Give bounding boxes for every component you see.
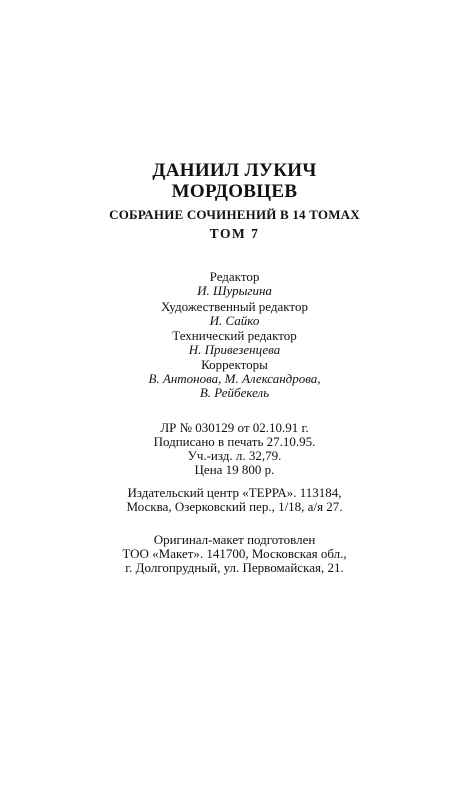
publisher-sheets: Уч.-изд. л. 32,79.	[187, 448, 282, 463]
collection-title: СОБРАНИЕ СОЧИНЕНИЙ В 14 ТОМАХ	[109, 207, 360, 222]
tech-editor-name: Н. Привезенцева	[188, 342, 281, 357]
editor-role: Редактор	[209, 269, 260, 284]
proofreaders-names-line1: В. Антонова, М. Александрова,	[148, 371, 321, 386]
price: Цена 19 800 р.	[194, 462, 275, 477]
author-name-line1: ДАНИИЛ ЛУКИЧ	[152, 160, 317, 181]
proofreaders-names-line2: В. Рейбекель	[199, 385, 270, 400]
volume-label: ТОМ 7	[209, 226, 260, 241]
art-editor-name: И. Сайко	[209, 313, 260, 328]
publisher-line1: Издательский центр «ТЕРРА». 113184,	[127, 485, 342, 500]
editor-name: И. Шурыгина	[197, 283, 272, 298]
art-editor-role: Художественный редактор	[161, 299, 308, 314]
proofreaders-role: Корректоры	[201, 357, 268, 372]
author-name-line2: МОРДОВЦЕВ	[171, 181, 298, 202]
license-number: ЛР № 030129 от 02.10.91 г.	[160, 420, 309, 435]
signed-to-print: Подписано в печать 27.10.95.	[153, 434, 316, 449]
layout-credit-line3: г. Долгопрудный, ул. Первомайская, 21.	[125, 560, 344, 575]
publisher-line2: Москва, Озерковский пер., 1/18, а/я 27.	[126, 499, 343, 514]
layout-credit-line2: ТОО «Макет». 141700, Московская обл.,	[122, 546, 347, 561]
tech-editor-role: Технический редактор	[172, 328, 297, 343]
layout-credit-line1: Оригинал-макет подготовлен	[153, 532, 316, 547]
